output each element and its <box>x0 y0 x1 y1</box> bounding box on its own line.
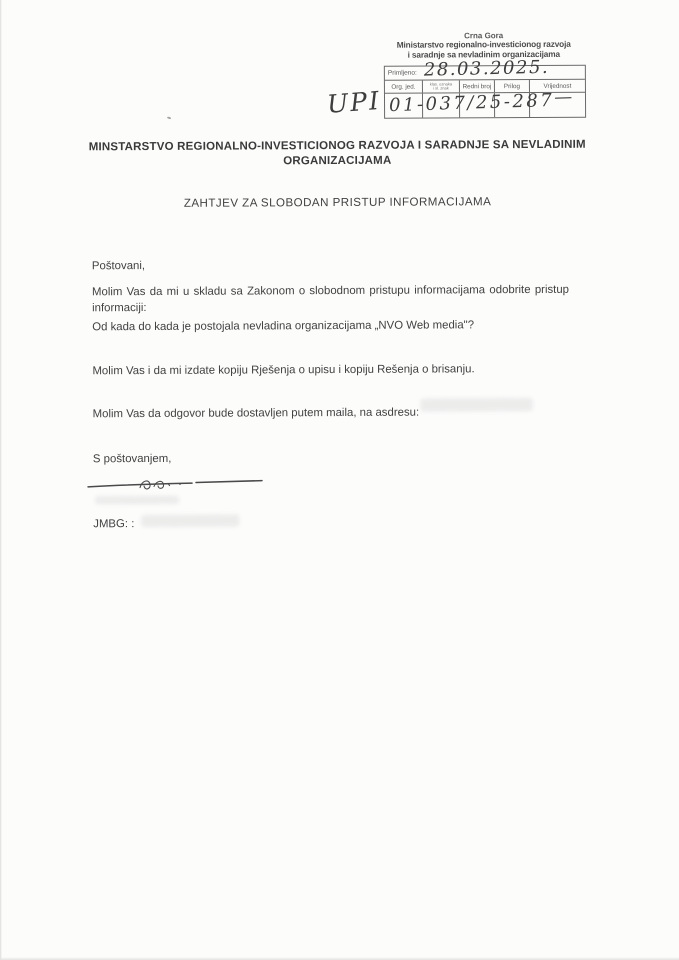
handwritten-case-number: 01-037/25-287— <box>388 86 573 117</box>
stamp-col-redni-broj: Redni broj <box>460 80 495 92</box>
stamp-col-prilog: Prilog <box>495 80 530 92</box>
stamp-col-klas-oznaka <box>423 80 460 92</box>
handwritten-received-date: 28.03.2025. <box>423 56 550 81</box>
paragraph-question: Od kada do kada je postojala nevladina organizacijama „NVO Web media"? <box>92 319 475 334</box>
handwritten-trailing-dash: — <box>553 86 573 108</box>
salutation: Poštovani, <box>91 260 146 273</box>
stamp-org-line2: i saradnje sa nevladinim organizacijama <box>407 48 560 60</box>
paragraph-request-line1: Molim Vas da mi u skladu sa Zakonom o slobodnom pristupu informacijama odobrite pristup <box>91 283 570 299</box>
redacted-email-smudge <box>421 398 533 412</box>
receipt-stamp-header <box>370 31 598 60</box>
jmbg-label: JMBG: : <box>93 518 135 531</box>
stamp-col2-line1: klas. oznaka <box>429 81 453 87</box>
paragraph-delivery-request: Molim Vas da odgovor bude dostavljen putem maila, na asdresu: <box>92 406 420 421</box>
stamp-country: Crna Gora <box>464 31 504 41</box>
ministry-heading-line1: MINSTARSTVO REGIONALNO-INVESTICIONOG RAZVOJA I SARADNJE SA NEVLADINIM <box>88 138 586 154</box>
scan-speck <box>167 116 171 119</box>
redacted-jmbg-smudge <box>141 515 239 528</box>
stamp-col-vrijednost: Vrijednost <box>543 82 572 90</box>
closing-salutation: S poštovanjem, <box>92 452 172 466</box>
signature-scribble <box>86 471 268 498</box>
ministry-heading <box>67 138 607 170</box>
document-title: ZAHTJEV ZA SLOBODAN PRISTUP INFORMACIJAMA <box>183 195 492 210</box>
stamp-org-line1: Ministarstvo regionalno-investicionog razvoja <box>396 38 571 50</box>
redacted-name-smudge <box>95 496 179 504</box>
stamp-received-label: Primljeno: <box>387 69 417 77</box>
stamp-col-org-jed: Org. jed. <box>385 81 423 93</box>
paragraph-request-line2: informaciji: <box>92 302 147 315</box>
paragraph-request <box>92 282 569 316</box>
stamp-col2-line2: i sl. znak <box>433 85 449 91</box>
paragraph-copies-request: Molim Vas i da mi izdate kopiju Rješenja o upisu i kopiju Rešenja o brisanju. <box>92 363 475 378</box>
ministry-heading-line2: ORGANIZACIJAMA <box>283 154 392 167</box>
handwritten-upi-mark: UPI <box>326 85 382 119</box>
